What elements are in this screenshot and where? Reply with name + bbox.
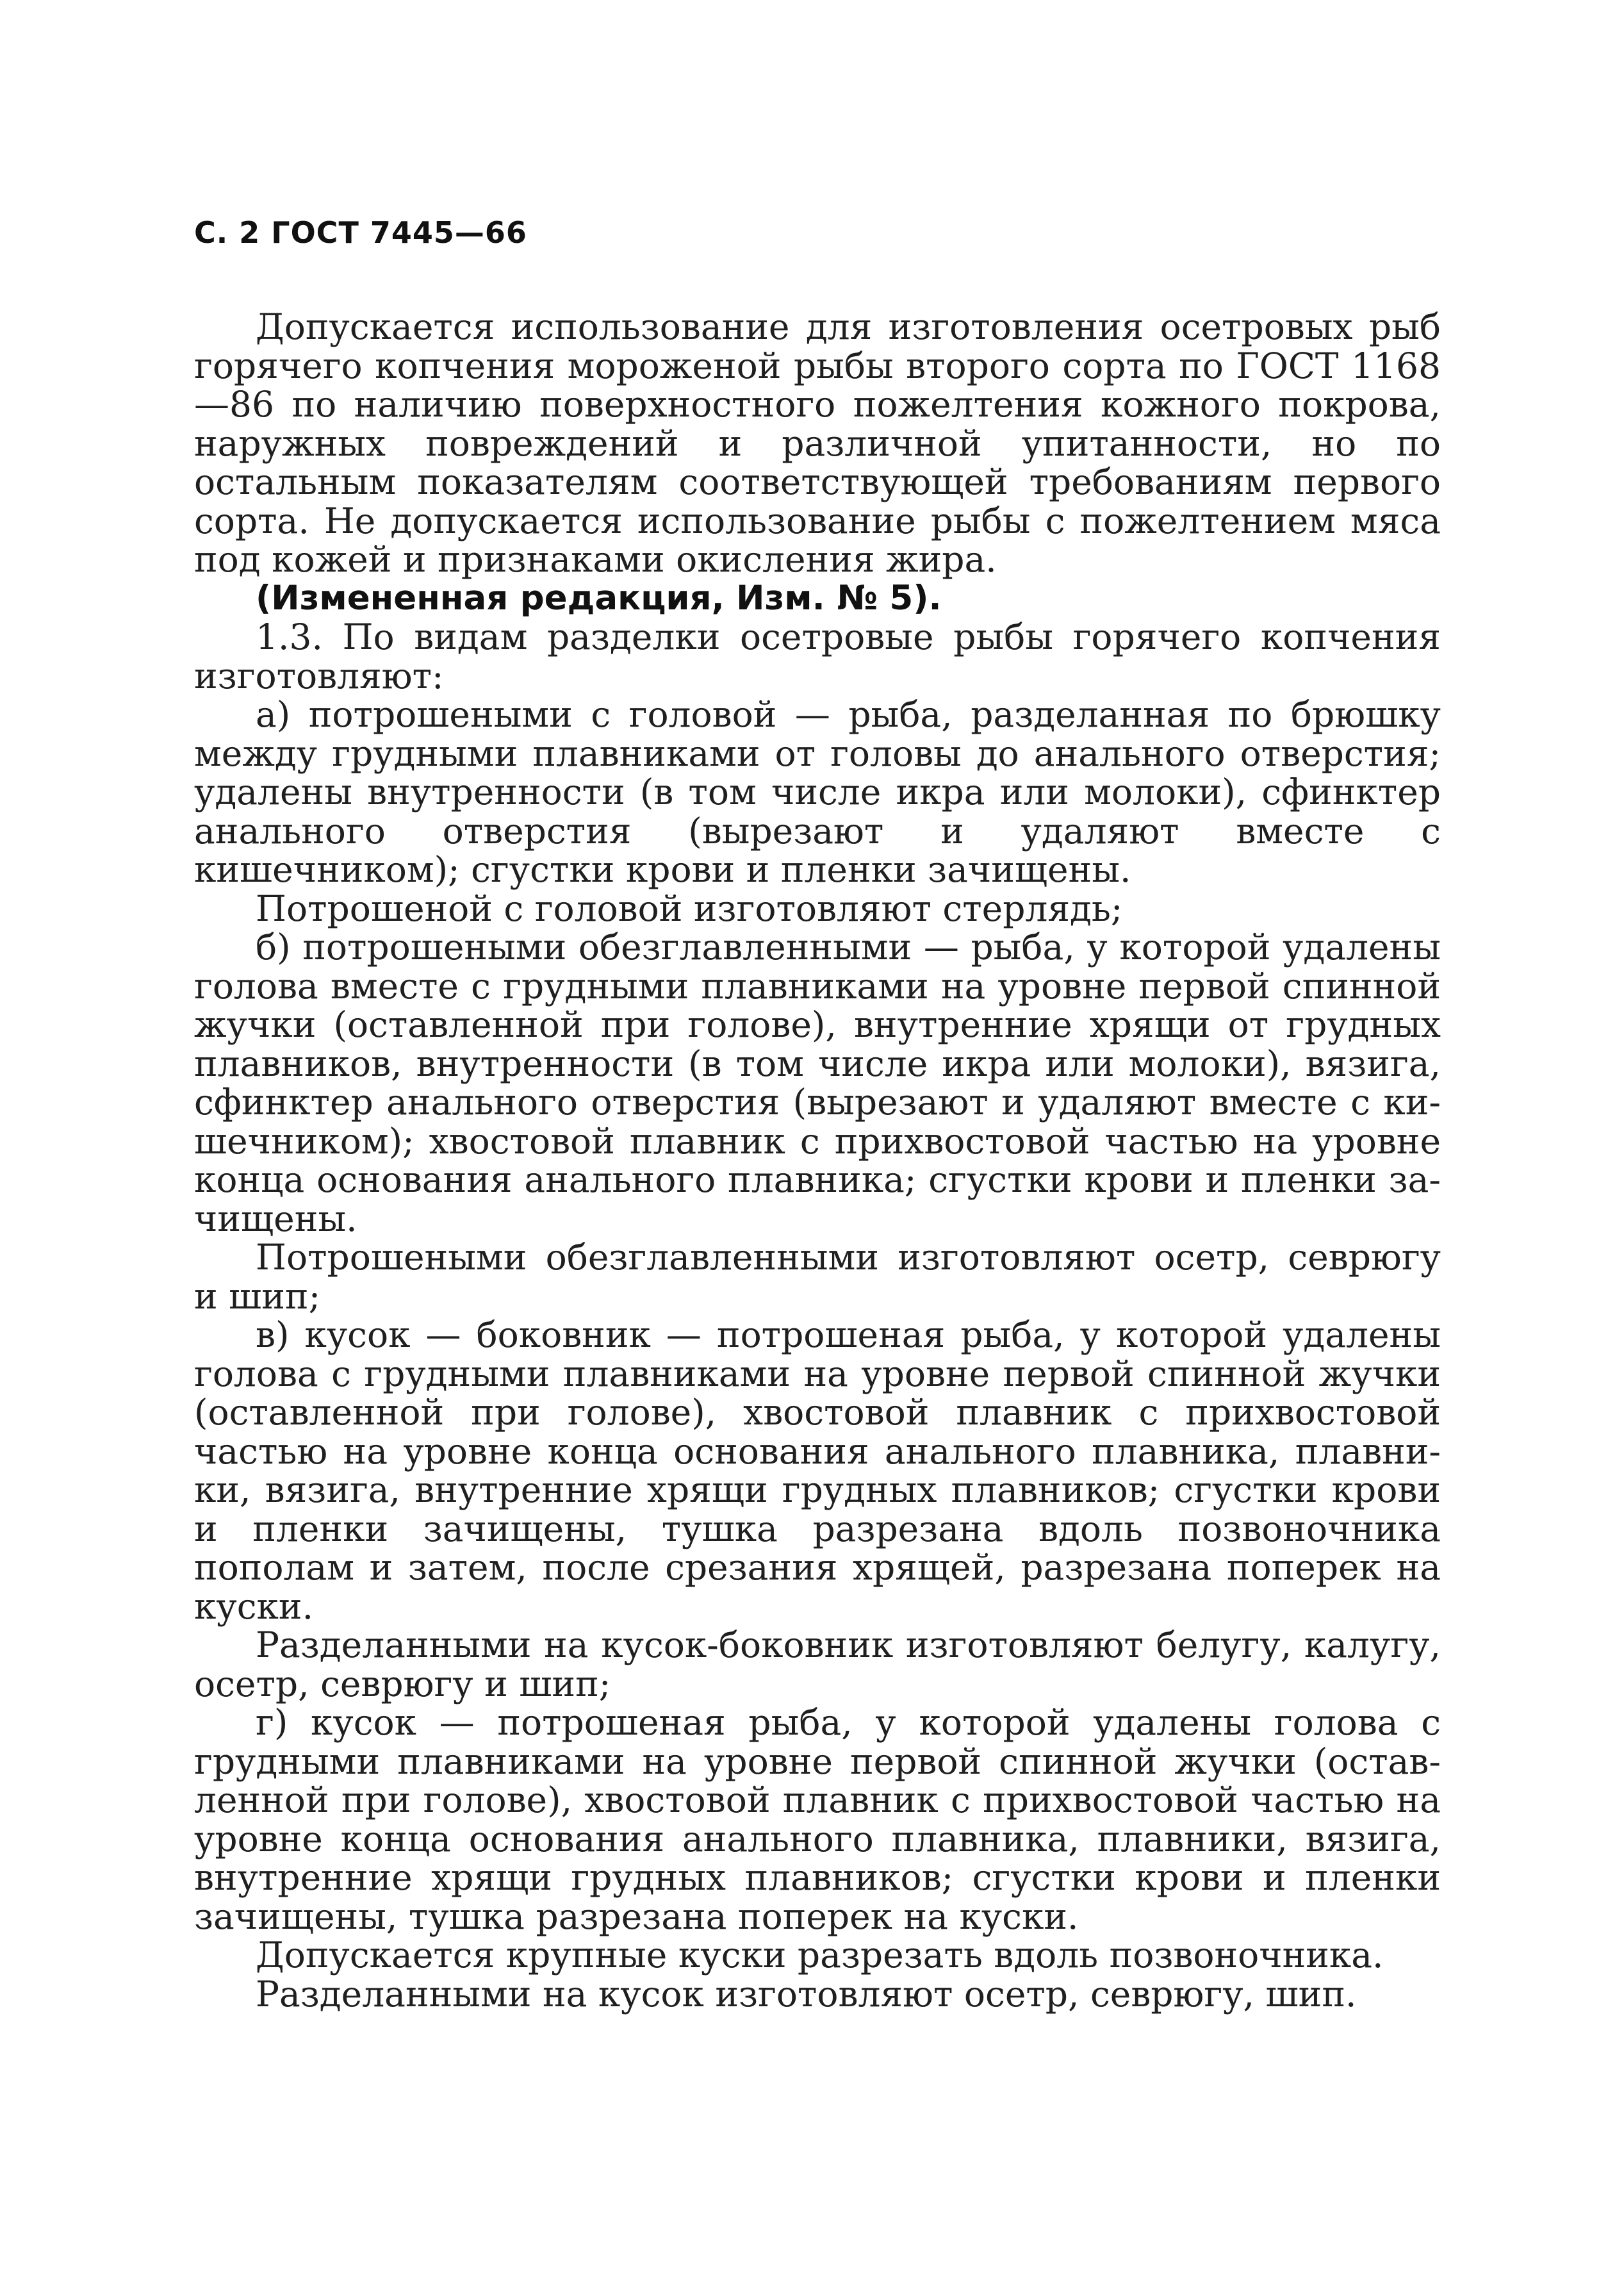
- paragraph: б) потрошеными обезглавленными — рыба, у которой удалены голова вместе с грудными плавниками на уровне первой спинной жучки (оставленной при голове), внутренние хрящи от грудных плавников, внутренности (в том числе икра или молоки), вязига, сфинктер анального отверстия (вырезают и удаляют вместе с кишечником); хвостовой плавник с прихвостовой частью на уровне конца основания анального плавника; сгустки крови и пленки зачищены.: [194, 927, 1441, 1239]
- paragraph: г) кусок — потрошеная рыба, у которой удалены голова с грудными плавниками на уровне первой спинной жучки (оставленной при голове), хвостовой плавник с прихвостовой частью на уровне конца основания анального плавника, плавники, вязига, внутренние хрящи грудных плавников; сгустки крови и пленки зачищены, тушка разрезана поперек на куски.: [194, 1702, 1441, 1937]
- paragraph: Допускается крупные куски разрезать вдоль позвоночника.: [256, 1935, 1384, 1976]
- paragraph: а) потрошеными с головой — рыба, разделанная по брюшку между грудными плавниками от головы до анального отверстия; удалены внутренности (в том числе икра или молоки), сфинктер анального отверстия (вырезают и удаляют вместе с кишечником); сгустки крови и пленки зачищены.: [194, 694, 1441, 890]
- paragraph: 1.3. По видам разделки осетровые рыбы горячего копчения изготовляют:: [194, 616, 1441, 697]
- amendment-note: (Измененная редакция, Изм. № 5).: [256, 578, 942, 618]
- paragraph: Потрошеной с головой изготовляют стерлядь;: [256, 887, 1123, 929]
- paragraph: Разделанными на кусок-боковник изготовляют белугу, калугу, осетр, севрюгу и шип;: [194, 1624, 1441, 1704]
- paragraph: Разделанными на кусок изготовляют осетр, севрюгу, шип.: [256, 1973, 1357, 2015]
- body-text: [194, 308, 1441, 2013]
- page-header: С. 2 ГОСТ 7445—66: [194, 215, 527, 250]
- paragraph: Потрошеными обезглавленными изготовляют осетр, севрюгу и шип;: [194, 1237, 1441, 1317]
- paragraph: Допускается использование для изготовления осетровых рыб горячего копчения мороженой рыбы второго сорта по ГОСТ 1168—86 по наличию поверхностного пожелтения кожного покрова, наружных повреждений и различной упитанности, но по остальным показателям соответствующей требованиям первого сорта. Не допускается использование рыбы с пожелтением мяса под кожей и признаками окисления жира.: [194, 306, 1441, 580]
- paragraph: в) кусок — боковник — потрошеная рыба, у которой удалены голова с грудными плавниками на уровне первой спинной жучки (оставленной при голове), хвостовой плавник с прихвостовой частью на уровне конца основания анального плавника, плавники, вязига, внутренние хрящи грудных плавников; сгустки крови и пленки зачищены, тушка разрезана вдоль позвоночника пополам и затем, после срезания хрящей, разрезана поперек на куски.: [194, 1314, 1441, 1627]
